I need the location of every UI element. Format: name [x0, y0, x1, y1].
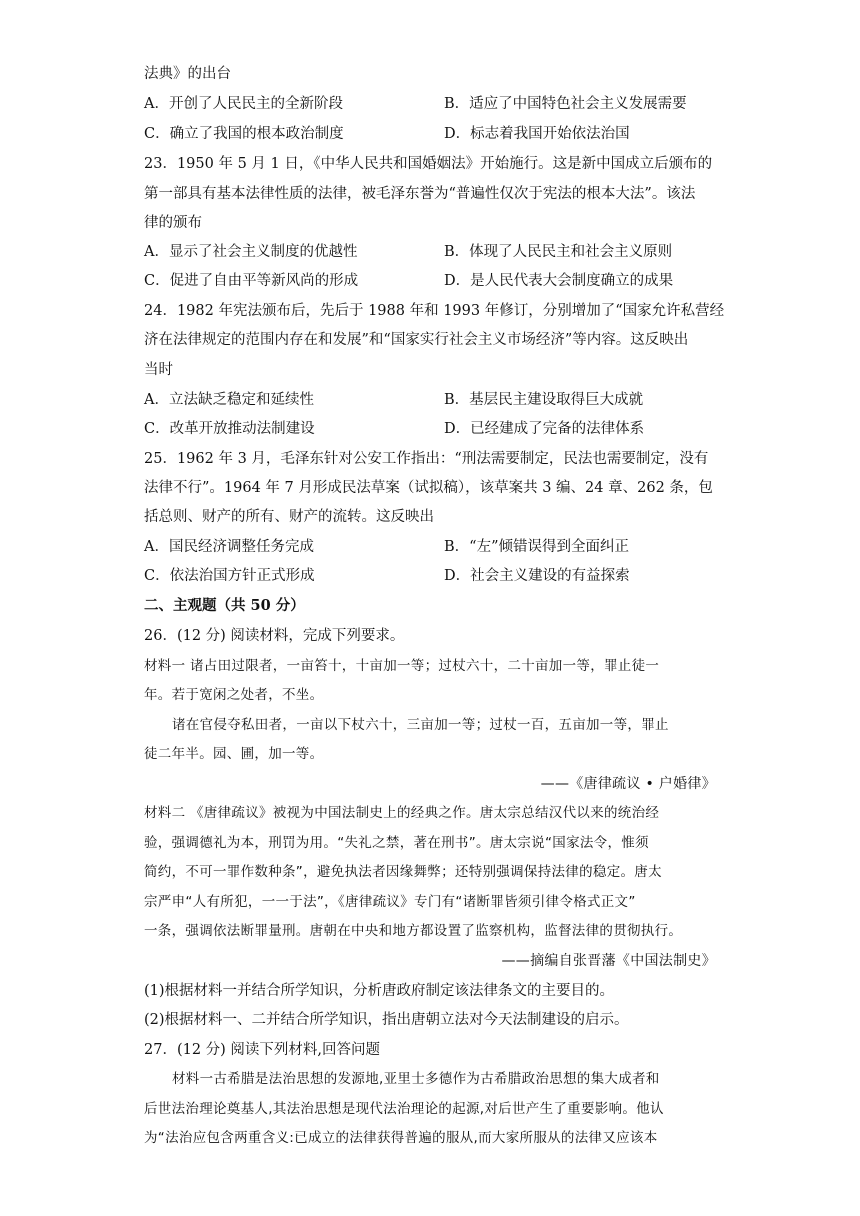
q23-option-c: C．促进了自由平等新风尚的形成 — [144, 273, 359, 289]
q26-material-2-line: 一条，强调依法断罪量刑。唐朝在中央和地方都设置了监察机构，监督法律的贯彻执行。 — [144, 923, 683, 939]
q22-option-d: D．标志着我国开始依法治国 — [444, 126, 630, 142]
q26-material-2-line: 验，强调德礼为本，刑罚为用。“失礼之禁，著在刑书”。唐太宗说“国家法令，惟须 — [144, 835, 649, 851]
q23-option-d: D．是人民代表大会制度确立的成果 — [444, 273, 674, 289]
q25-option-d: D．社会主义建设的有益探索 — [444, 568, 630, 584]
q25-stem-line: 25．1962 年 3 月，毛泽东针对公安工作指出：“刑法需要制定，民法也需要制定，没有 — [144, 451, 709, 467]
q25-option-a: A．国民经济调整任务完成 — [144, 539, 314, 555]
q22-stem-tail: 法典》的出台 — [144, 66, 231, 82]
q25-option-b: B．“左”倾错误得到全面纠正 — [444, 539, 629, 555]
q25-stem-line: 括总则、财产的所有、财产的流转。这反映出 — [144, 509, 434, 525]
q27-material-1-line: 为“法治应包含两重含义:已成立的法律获得普遍的服从,而大家所服从的法律又应该本 — [144, 1130, 658, 1146]
q25-option-c: C．依法治国方针正式形成 — [144, 568, 315, 584]
q26-subquestion-2: (2)根据材料一、二并结合所学知识，指出唐朝立法对今天法制建设的启示。 — [144, 1012, 629, 1028]
q27-stem: 27．(12 分) 阅读下列材料,回答问题 — [144, 1042, 381, 1058]
q26-material-2-source: ——摘编自张晋藩《中国法制史》 — [501, 953, 716, 969]
q26-stem: 26．(12 分) 阅读材料，完成下列要求。 — [144, 628, 405, 644]
q26-material-1-line: 材料一 诸占田过限者，一亩笞十，十亩加一等；过杖六十，二十亩加一等，罪止徒一 — [144, 658, 660, 674]
q26-subquestion-1: (1)根据材料一并结合所学知识，分析唐政府制定该法律条文的主要目的。 — [144, 983, 615, 999]
q26-material-1-source: ——《唐律疏议 • 户婚律》 — [540, 776, 716, 792]
q23-stem-line: 23．1950 年 5 月 1 日，《中华人民共和国婚姻法》开始施行。这是新中国成立后颁布的 — [144, 156, 713, 172]
q23-option-a: A．显示了社会主义制度的优越性 — [144, 244, 358, 260]
q24-stem-line: 24．1982 年宪法颁布后，先后于 1988 年和 1993 年修订，分别增加了“国家允许私营经 — [144, 303, 725, 319]
q27-material-1-line: 后世法治理论奠基人,其法治思想是现代法治理论的起源,对后世产生了重要影响。他认 — [144, 1101, 664, 1117]
q24-stem-line: 当时 — [144, 362, 173, 378]
q25-stem-line: 法律不行”。1964 年 7 月形成民法草案（试拟稿），该草案共 3 编、24 章、262 条，包 — [144, 480, 713, 496]
q22-option-b: B．适应了中国特色社会主义发展需要 — [444, 96, 687, 112]
q26-material-2-line: 简约，不可一罪作数种条”，避免执法者因缘舞弊；还特别强调保持法律的稳定。唐太 — [144, 864, 662, 880]
q26-material-1-line: 诸在官侵夺私田者，一亩以下杖六十，三亩加一等；过杖一百，五亩加一等，罪止 — [172, 717, 669, 733]
q22-option-a: A．开创了人民民主的全新阶段 — [144, 96, 343, 112]
q26-material-2-line: 材料二 《唐律疏议》被视为中国法制史上的经典之作。唐太宗总结汉代以来的统治经 — [144, 805, 660, 821]
q23-option-b: B．体现了人民民主和社会主义原则 — [444, 244, 673, 260]
q24-stem-line: 济在法律规定的范围内存在和发展”和“国家实行社会主义市场经济”等内容。这反映出 — [144, 332, 689, 348]
q24-option-c: C．改革开放推动法制建设 — [144, 421, 315, 437]
q24-option-a: A．立法缺乏稳定和延续性 — [144, 392, 314, 408]
q27-material-1-line: 材料一古希腊是法治思想的发源地,亚里士多德作为古希腊政治思想的集大成者和 — [172, 1071, 660, 1087]
q26-material-1-line: 年。若于宽闲之处者，不坐。 — [144, 687, 324, 703]
q24-option-b: B．基层民主建设取得巨大成就 — [444, 392, 644, 408]
q23-stem-line: 律的颁布 — [144, 215, 202, 231]
q26-material-1-line: 徒二年半。园、圃，加一等。 — [144, 746, 324, 762]
section-heading: 二、主观题（共 50 分） — [144, 597, 305, 614]
q24-option-d: D．已经建成了完备的法律体系 — [444, 421, 645, 437]
q26-material-2-line: 宗严申“人有所犯，一一于法”，《唐律疏议》专门有“诸断罪皆须引律令格式正文” — [144, 894, 636, 910]
q23-stem-line: 第一部具有基本法律性质的法律，被毛泽东誉为“普遍性仅次于宪法的根本大法”。该法 — [144, 186, 696, 202]
q22-option-c: C．确立了我国的根本政治制度 — [144, 126, 344, 142]
